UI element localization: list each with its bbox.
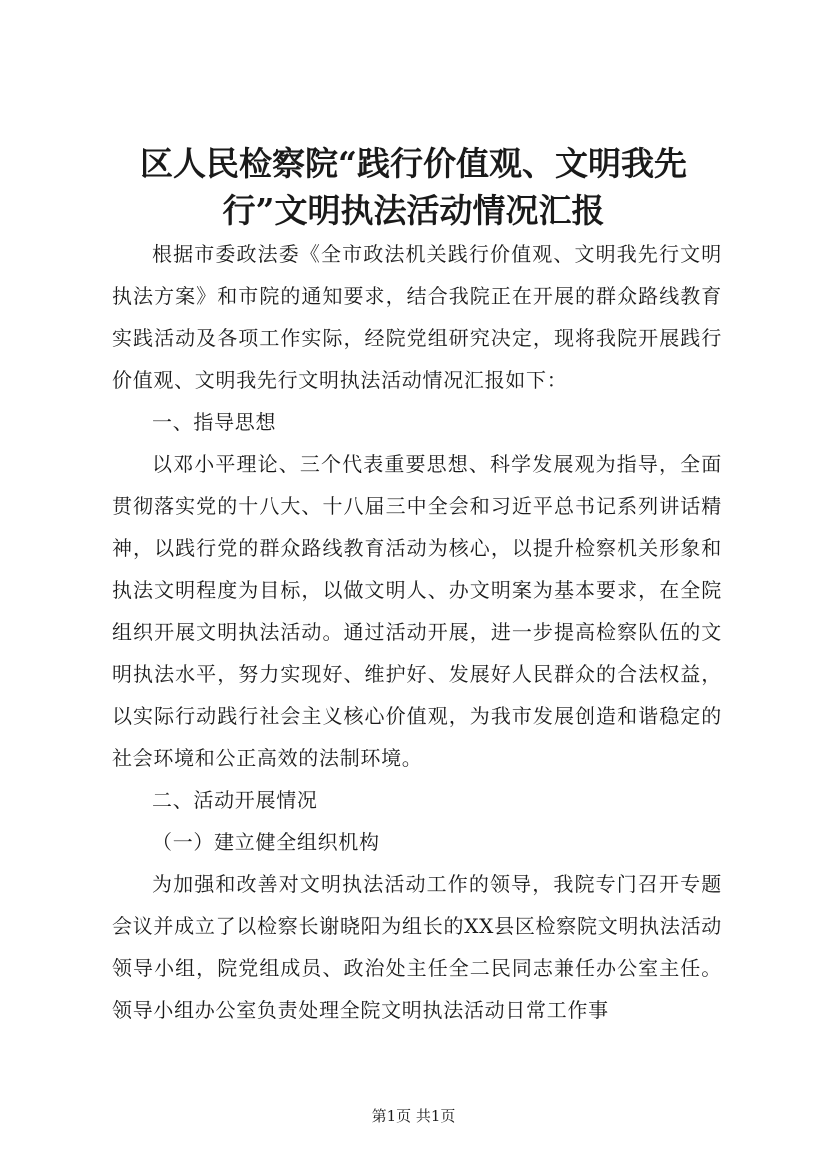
section-heading-activity-status: 二、活动开展情况: [152, 788, 318, 812]
section-heading-guiding-ideology: 一、指导思想: [152, 410, 277, 434]
document-body: [112, 233, 722, 1031]
paragraph-guiding-ideology: 以邓小平理论、三个代表重要思想、科学发展观为指导，全面贯彻落实党的十八大、十八届三中全会和习近平总书记系列讲话精神，以践行党的群众路线教育活动为核心，以提升检察机关形象和执法文明程度为目标，以做文明人、办文明案为基本要求，在全院组织开展文明执法活动。通过活动开展，进一步提高检察队伍的文明执法水平，努力实现好、维护好、发展好人民群众的合法权益，以实际行动践行社会主义核心价值观，为我市发展创造和谐稳定的社会环境和公正高效的法制环境。: [112, 452, 722, 770]
page-footer: 第1页 共1页: [371, 1107, 456, 1125]
subsection-heading-organization: （一）建立健全组织机构: [152, 830, 380, 854]
paragraph-organization: 为加强和改善对文明执法活动工作的领导，我院专门召开专题会议并成立了以检察长谢晓阳为组长的XX县区检察院文明执法活动领导小组，院党组成员、政治处主任全二民同志兼任办公室主任。领导小组办公室负责处理全院文明执法活动日常工作事: [112, 872, 722, 1022]
paragraph-intro: 根据市委政法委《全市政法机关践行价值观、文明我先行文明执法方案》和市院的通知要求，结合我院正在开展的群众路线教育实践活动及各项工作实际，经院党组研究决定，现将我院开展践行价值观、文明我先行文明执法活动情况汇报如下：: [112, 242, 722, 392]
document-title: 区人民检察院“践行价值观、文明我先行”文明执法活动情况汇报: [140, 144, 687, 230]
